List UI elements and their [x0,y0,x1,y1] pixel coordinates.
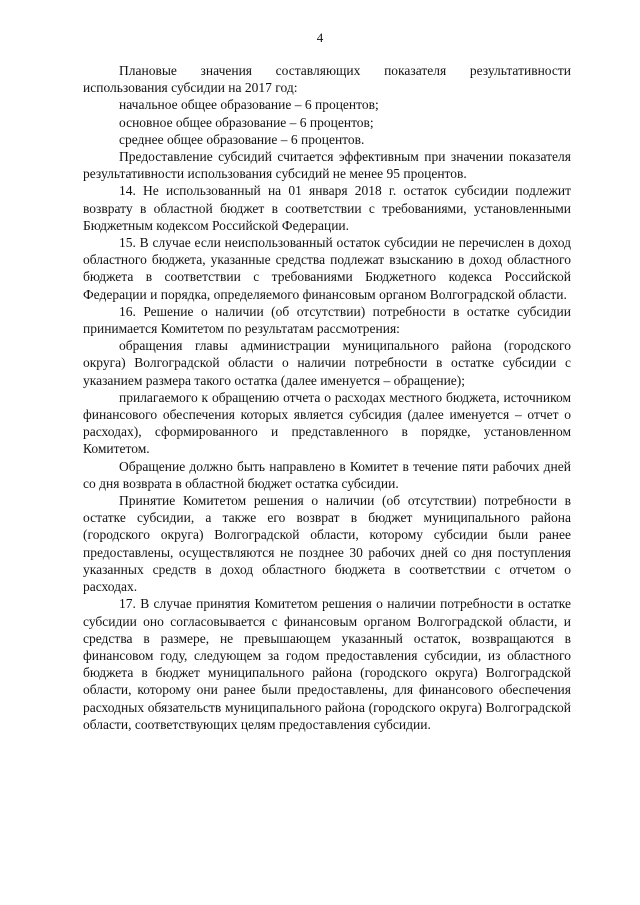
paragraph-plan-values: Плановые значения составляющих показателя результативности использования субсидии на 2017 год: [83,63,571,96]
page-number: 4 [316,30,324,45]
paragraph-16-report: прилагаемого к обращению отчета о расходах местного бюджета, источником финансового обеспечения которых является субсидия (далее именуется – отчет о расходах), сформированного и представленного в порядке, установленном Комитетом. [83,389,571,457]
paragraph-15: 15. В случае если неиспользованный остаток субсидии не перечислен в доход областного бюджета, указанные средства подлежат взысканию в доход областного бюджета в соответствии с требованиями Бюджетного кодекса Российской Федерации и порядка, определяемого финансовым органом Волгоградской области. [83,235,571,302]
paragraph-17: 17. В случае принятия Комитетом решения о наличии потребности в остатке субсидии оно согласовывается с финансовым органом Волгоградской области, и средства в размере, не превышающем указанный остаток, возвращаются в финансовом году, следующем за годом предоставления субсидии, из областного бюджета в бюджет муниципального района (городского округа) Волгоградской области, которому они ранее были предоставлены, для финансового обеспечения расходных обязательств муниципального района (городского округа) Волгоградской области, соответствующих целям предоставления субсидии. [83,596,571,732]
paragraph-basic-education: основное общее образование – 6 процентов; [119,114,374,130]
paragraph-primary-education: начальное общее образование – 6 процентов; [119,97,379,113]
paragraph-effectiveness: Предоставление субсидий считается эффективным при значении показателя результативности использования субсидий не менее 95 процентов. [83,149,571,182]
document-body [83,62,571,733]
paragraph-16-deadline: Обращение должно быть направлено в Комитет в течение пяти рабочих дней со дня возврата в областной бюджет остатка субсидии. [83,458,571,491]
paragraph-16-appeal: обращения главы администрации муниципального района (городского округа) Волгоградской области о наличии потребности в остатке субсидии с указанием размера такого остатка (далее именуется – обращение); [83,338,571,388]
paragraph-14: 14. Не использованный на 01 января 2018 г. остаток субсидии подлежит возврату в областной бюджет в соответствии с требованиями, установленными Бюджетным кодексом Российской Федерации. [83,183,571,233]
paragraph-secondary-education: среднее общее образование – 6 процентов. [119,131,365,147]
paragraph-16: 16. Решение о наличии (об отсутствии) потребности в остатке субсидии принимается Комитетом по результатам рассмотрения: [83,303,571,337]
paragraph-16-decision: Принятие Комитетом решения о наличии (об отсутствии) потребности в остатке субсидии, а также его возврат в бюджет муниципального района (городского округа) Волгоградской области, которому субсидии были ранее предоставлены, осуществляются не позднее 30 рабочих дней со дня поступления указанных средств в доход областного бюджета в соответствии с отчетом о расходах. [83,493,571,595]
